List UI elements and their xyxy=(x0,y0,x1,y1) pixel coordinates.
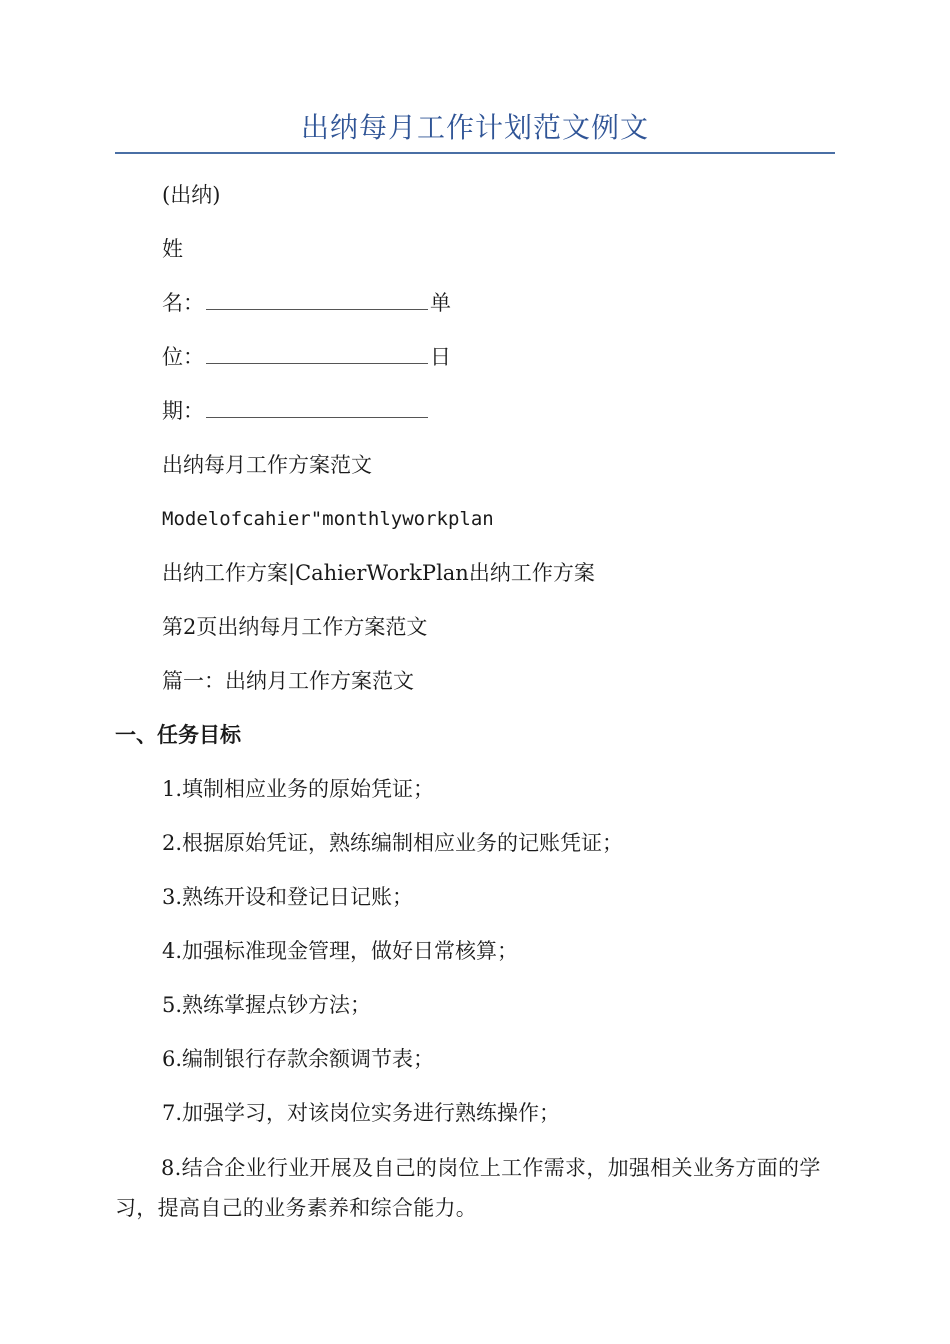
category-line: 出纳工作方案|CahierWorkPlan出纳工作方案 xyxy=(162,561,595,585)
article-title: 篇一：出纳月工作方案范文 xyxy=(162,669,414,693)
date-prefix: 日 xyxy=(430,345,451,369)
unit-prefix: 单 xyxy=(430,291,451,315)
title-block xyxy=(115,108,835,154)
closing-paragraph: 8.结合企业行业开展及自己的岗位上工作需求，加强相关业务方面的学习，提高自己的业务素养和综合能力。 xyxy=(115,1156,821,1220)
subtitle-cn: 出纳每月工作方案范文 xyxy=(162,453,372,477)
list-item: 3.熟练开设和登记日记账； xyxy=(162,885,414,909)
date-label: 期： xyxy=(162,399,204,423)
list-item: 1.填制相应业务的原始凭证； xyxy=(162,777,435,801)
list-item: 6.编制银行存款余额调节表； xyxy=(162,1047,435,1071)
date-blank[interactable] xyxy=(206,399,428,418)
name-field-row xyxy=(162,288,451,318)
list-item: 7.加强学习，对该岗位实务进行熟练操作； xyxy=(162,1101,561,1125)
document-title: 出纳每月工作计划范文例文 xyxy=(300,111,649,144)
name-blank[interactable] xyxy=(206,291,428,310)
list-item: 4.加强标准现金管理，做好日常核算； xyxy=(162,939,519,963)
page-line: 第2页出纳每月工作方案范文 xyxy=(162,615,428,639)
unit-field-row xyxy=(162,342,451,372)
section-heading: 一、任务目标 xyxy=(115,723,241,747)
list-item: 5.熟练掌握点钞方法； xyxy=(162,993,372,1017)
unit-label: 位： xyxy=(162,345,204,369)
date-field-row xyxy=(162,396,430,426)
name-label: 名： xyxy=(162,291,204,315)
unit-blank[interactable] xyxy=(206,345,428,364)
subtitle-en: Modelofcahier"monthlyworkplan xyxy=(162,508,494,530)
name-prefix: 姓 xyxy=(162,237,183,261)
list-item: 2.根据原始凭证，熟练编制相应业务的记账凭证； xyxy=(162,831,624,855)
role-line: (出纳) xyxy=(162,183,221,207)
